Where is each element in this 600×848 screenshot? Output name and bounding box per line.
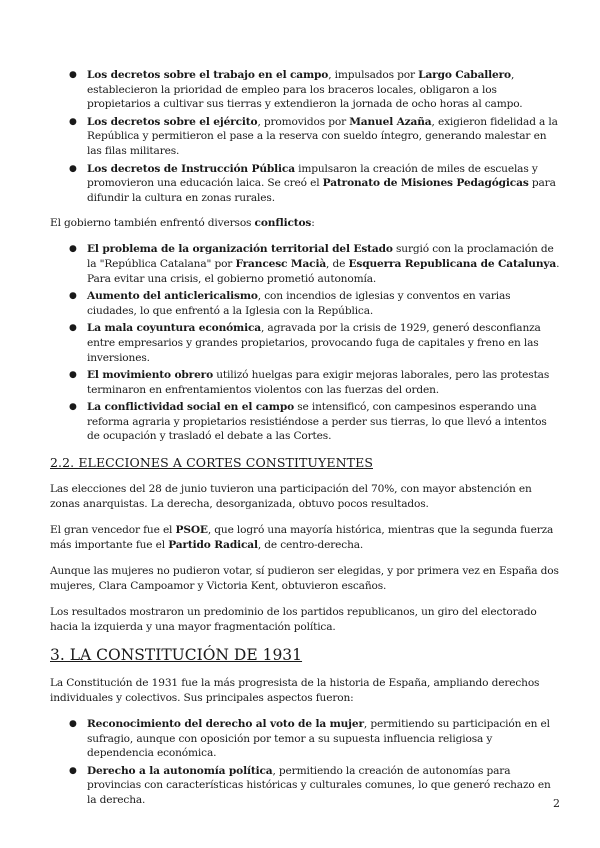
- paragraph-elections-4: Los resultados mostraron un predominio de los partidos republicanos, un giro del electorado hacia la izquierda y una mayor fragmentación política.: [50, 606, 537, 634]
- bullet-icon: ●: [69, 70, 77, 80]
- bullet-icon: ●: [69, 323, 77, 334]
- bullet-icon: ●: [69, 163, 77, 174]
- conflicts-intro: El gobierno también enfrentó diversos conflictos:: [50, 217, 315, 230]
- decrees-list: [50, 68, 560, 205]
- list-item: ● Aumento del anticlericalismo, con incendios de iglesias y conventos en varias ciudades, lo que enfrentó a la Iglesia con la República.: [69, 290, 511, 317]
- section-heading-constitution: 3. LA CONSTITUCIÓN DE 1931: [50, 646, 303, 665]
- list-item: ● Los decretos sobre el trabajo en el campo, impulsados por Largo Caballero, establecieron la prioridad de empleo para los braceros locales, obligaron a los propietarios a cultivar sus tierras y extendieron la jornada de ocho horas al campo.: [69, 69, 523, 111]
- paragraph-elections-2: El gran vencedor fue el PSOE, que logró una mayoría histórica, mientras que la segunda fuerza más importante fue el Partido Radical, de centro-derecha.: [50, 524, 554, 552]
- list-item: ● Derecho a la autonomía política, permitiendo la creación de autonomías para provincias con características históricas y culturales comunes, lo que generó rechazo en la derecha.: [69, 764, 551, 807]
- list-item: ● La mala coyuntura económica, agravada por la crisis de 1929, generó desconfianza entre empresarios y grandes propietarios, provocando fuga de capitales y freno en las inversiones.: [69, 322, 541, 364]
- section-heading-elections: 2.2. ELECCIONES A CORTES CONSTITUYENTES: [50, 455, 373, 471]
- bullet-icon: ●: [69, 370, 77, 381]
- bullet-icon: ●: [69, 116, 77, 127]
- document-page: [50, 68, 560, 819]
- list-item: ● Los decretos de Instrucción Pública impulsaron la creación de miles de escuelas y promovieron una educación laica. Se creó el Patronato de Misiones Pedagógicas para difundir la cultura en zonas rurales.: [69, 162, 556, 204]
- list-item: ● El movimiento obrero utilizó huelgas para exigir mejoras laborales, pero las protestas terminaron en enfrentamientos violentos con las fuerzas del orden.: [69, 369, 550, 396]
- bullet-icon: ●: [69, 244, 77, 255]
- paragraph-elections-1: Las elecciones del 28 de junio tuvieron una participación del 70%, con mayor abstención en zonas anarquistas. La derecha, desorganizada, obtuvo pocos resultados.: [50, 483, 532, 511]
- conflicts-list: [50, 242, 560, 444]
- bullet-icon: ●: [69, 765, 77, 776]
- paragraph-constitution: La Constitución de 1931 fue la más progresista de la historia de España, ampliando derechos individuales y colectivos. Sus principales aspectos fueron:: [50, 677, 540, 705]
- bullet-icon: ●: [69, 291, 77, 302]
- list-item: ● Reconocimiento del derecho al voto de la mujer, permitiendo su participación en el sufragio, aunque con oposición por temor a su supuesta influencia religiosa y dependencia económica.: [69, 718, 550, 760]
- bullet-icon: ●: [69, 402, 77, 413]
- list-item: ● La conflictividad social en el campo se intensificó, con campesinos esperando una reforma agraria y propietarios resistiéndose a perder sus tierras, lo que llevó a intentos de ocupación y trasladó el debate a las Cortes.: [69, 401, 547, 443]
- page-number: 2: [553, 797, 560, 810]
- paragraph-elections-3: Aunque las mujeres no pudieron votar, sí pudieron ser elegidas, y por primera vez en España dos mujeres, Clara Campoamor y Victoria Kent, obtuvieron escaños.: [50, 565, 559, 593]
- bullet-icon: ●: [69, 719, 77, 730]
- constitution-list: [50, 717, 560, 808]
- list-item: ● Los decretos sobre el ejército, promovidos por Manuel Azaña, exigieron fidelidad a la República y permitieron el pase a la reserva con sueldo íntegro, generando malestar en las filas militares.: [69, 115, 558, 157]
- list-item: ● El problema de la organización territorial del Estado surgió con la proclamación de la "República Catalana" por Francesc Macià, de Esquerra Republicana de Catalunya. Para evitar una crisis, el gobierno prometió autonomía.: [69, 243, 560, 285]
